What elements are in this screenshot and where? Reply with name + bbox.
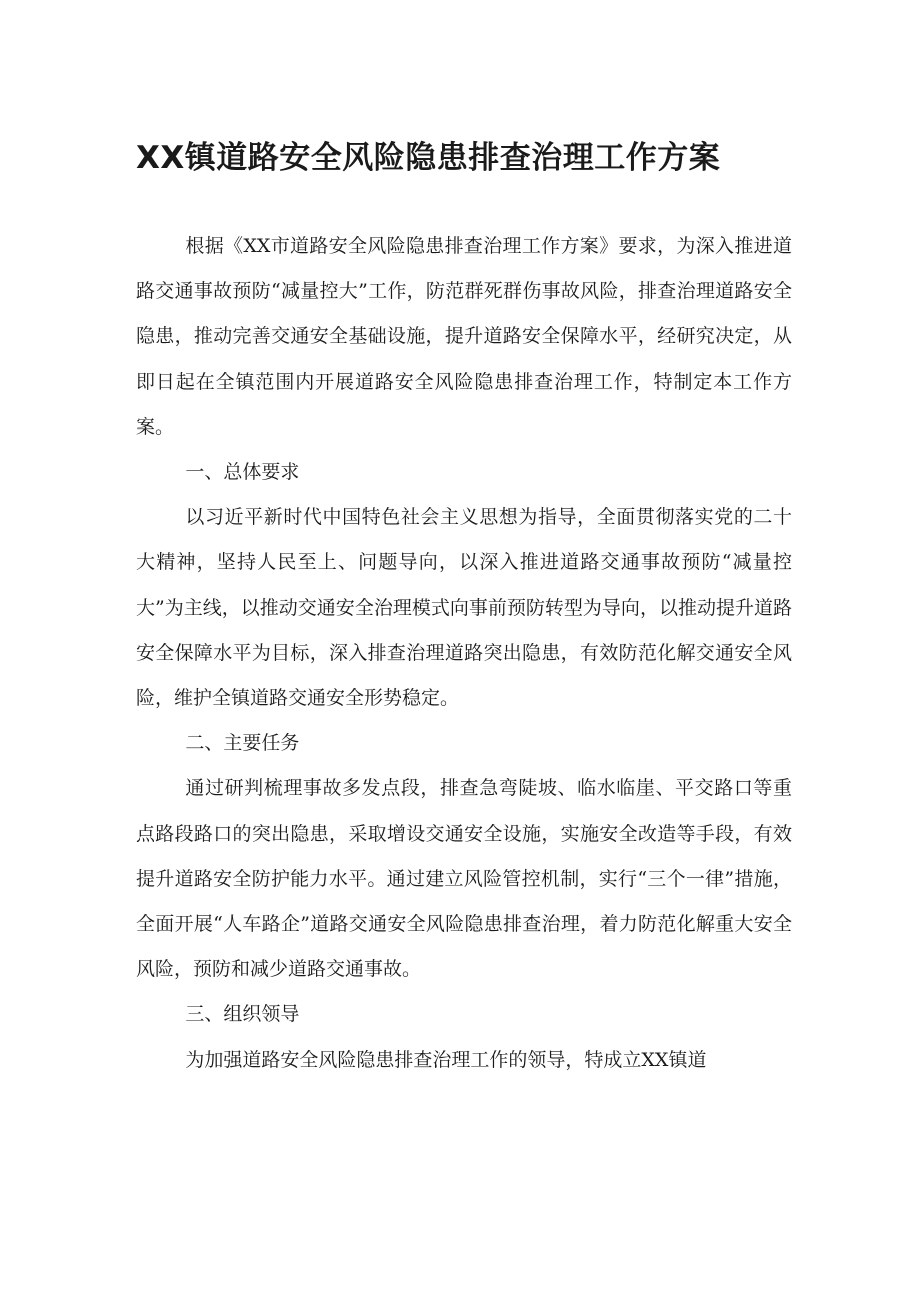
document-body (136, 224, 792, 1083)
intro-paragraph: 根据《XX市道路安全风险隐患排查治理工作方案》要求，为深入推进道路交通事故预防“减量控大”工作，防范群死群伤事故风险，排查治理道路安全隐患，推动完善交通安全基础设施，提升道路安全保障水平，经研究决定，从即日起在全镇范围内开展道路安全风险隐患排查治理工作，特制定本工作方案。 (136, 235, 792, 438)
general-requirements-paragraph: 以习近平新时代中国特色社会主义思想为指导，全面贯彻落实党的二十大精神，坚持人民至上、问题导向，以深入推进道路交通事故预防“减量控大”为主线，以推动交通安全治理模式向事前预防转型为导向，以推动提升道路安全保障水平为目标，深入排查治理道路突出隐患，有效防范化解交通安全风险，维护全镇道路交通安全形势稳定。 (136, 506, 792, 710)
section-heading-organization: 三、组织领导 (185, 1003, 300, 1026)
section-heading-main-tasks: 二、主要任务 (185, 732, 300, 755)
organization-paragraph: 为加强道路安全风险隐患排查治理工作的领导，特成立XX镇道 (185, 1048, 707, 1071)
document-title: XX镇道路安全风险隐患排查治理工作方案 (136, 140, 721, 176)
main-tasks-paragraph: 通过研判梳理事故多发点段，排查急弯陡坡、临水临崖、平交路口等重点路段路口的突出隐患，采取增设交通安全设施，实施安全改造等手段，有效提升道路安全防护能力水平。通过建立风险管控机制，实行“三个一律”措施，全面开展“人车路企”道路交通安全风险隐患排查治理，着力防范化解重大安全风险，预防和减少道路交通事故。 (136, 777, 792, 981)
section-heading-general-requirements: 一、总体要求 (185, 461, 300, 484)
